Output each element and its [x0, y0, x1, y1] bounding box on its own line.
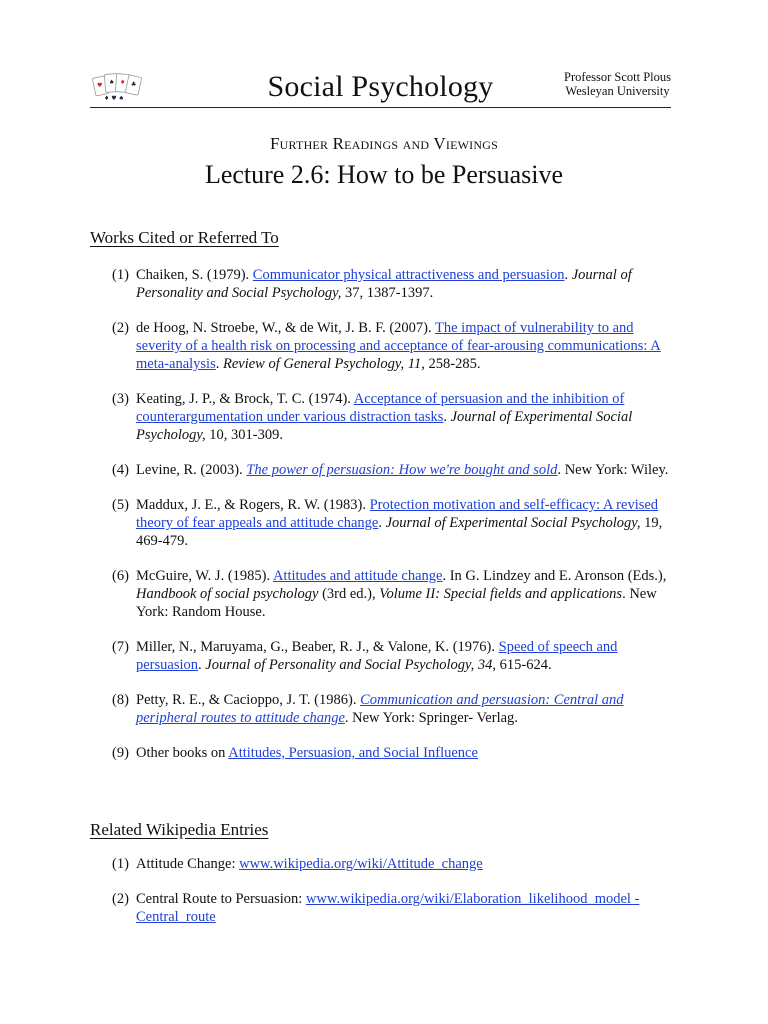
reference-text: .	[564, 267, 572, 283]
professor-name: Professor Scott Plous	[564, 70, 671, 84]
svg-text:♥: ♥	[97, 82, 103, 89]
reference-text: .	[443, 409, 451, 425]
section-kicker: Further Readings and Viewings	[270, 134, 498, 153]
reference-text: Volume II: Special fields and applications	[379, 586, 623, 602]
reference-text: Attitude Change:	[136, 856, 240, 872]
reference-item	[90, 266, 675, 302]
reference-text: . New York: Springer- Verlag.	[344, 710, 518, 726]
reference-text: Central Route to Persuasion:	[136, 891, 306, 907]
reference-text: McGuire, W. J. (1985).	[136, 568, 273, 584]
reference-number: (9)	[112, 745, 129, 761]
wikipedia-heading: Related Wikipedia Entries	[90, 820, 269, 839]
reference-item	[90, 496, 675, 550]
works-cited-list	[90, 266, 675, 762]
reference-text: de Hoog, N. Stroebe, W., & de Wit, J. B. F. (2007).	[136, 320, 435, 336]
professor-info	[564, 70, 671, 98]
reference-number: (1)	[112, 267, 129, 283]
reference-text: . New York: Random House.	[136, 586, 657, 620]
reference-item	[90, 390, 675, 444]
reference-text: .	[198, 657, 206, 673]
reference-item	[90, 855, 675, 873]
wikipedia-list	[90, 855, 675, 926]
reference-number: (1)	[112, 856, 129, 872]
reference-number: (8)	[112, 692, 129, 708]
reference-number: (2)	[112, 320, 129, 336]
reference-text: (3rd ed.),	[318, 586, 380, 602]
reference-link[interactable]: Acceptance of persuasion and the inhibition of counterargumentation under various distraction tasks	[136, 391, 625, 425]
reference-link[interactable]: Protection motivation and self-efficacy: A revised theory of fear appeals and attitude change	[136, 497, 659, 531]
reference-item	[90, 744, 675, 762]
reference-link[interactable]: Speed of speech and persuasion	[136, 639, 618, 673]
reference-text: .	[215, 356, 223, 372]
reference-link[interactable]: Communication and persuasion: Central and peripheral routes to attitude change	[136, 692, 624, 726]
reference-text: 258-285.	[424, 356, 481, 372]
university-name: Wesleyan University	[565, 84, 670, 98]
lecture-title: Lecture 2.6: How to be Persuasive	[204, 160, 564, 189]
reference-item	[90, 319, 675, 373]
svg-text:♦: ♦	[120, 79, 126, 86]
reference-text: .	[378, 515, 386, 531]
reference-text: . New York: Wiley.	[557, 462, 669, 478]
reference-number: (5)	[112, 497, 129, 513]
reference-number: (6)	[112, 568, 129, 584]
reference-text: Handbook of social psychology	[136, 586, 319, 602]
reference-number: (3)	[112, 391, 129, 407]
reference-text: Journal of Personality and Social Psychology, 34,	[205, 657, 497, 673]
reference-text: . In G. Lindzey and E. Aronson (Eds.),	[442, 568, 667, 584]
reference-item	[90, 461, 675, 479]
reference-text: Journal of Experimental Social Psychology,	[136, 409, 633, 443]
reference-text: Levine, R. (2003).	[136, 462, 247, 478]
svg-text:♠: ♠	[109, 79, 115, 86]
svg-text:♦ ♥ ♠: ♦ ♥ ♠	[104, 95, 124, 102]
reference-link[interactable]: Attitudes, Persuasion, and Social Influence	[228, 745, 478, 761]
reference-text: Journal of Personality and Social Psychology,	[136, 267, 632, 301]
works-cited-heading: Works Cited or Referred To	[90, 228, 279, 247]
reference-item	[90, 567, 675, 621]
reference-number: (4)	[112, 462, 129, 478]
reference-text: 10, 301-309.	[205, 427, 284, 443]
reference-text: 37, 1387-1397.	[341, 285, 434, 301]
reference-link[interactable]: www.wikipedia.org/wiki/Elaboration_likelihood_model - Central_route	[136, 891, 640, 925]
reference-text: Miller, N., Maruyama, G., Beaber, R. J., & Valone, K. (1976).	[136, 639, 499, 655]
reference-text: Keating, J. P., & Brock, T. C. (1974).	[136, 391, 354, 407]
reference-link[interactable]: Communicator physical attractiveness and persuasion	[252, 267, 565, 283]
reference-item	[90, 890, 675, 926]
reference-text: Review of General Psychology, 11,	[222, 356, 425, 372]
reference-text: Other books on	[136, 745, 229, 761]
svg-text:♣: ♣	[131, 81, 137, 88]
document-header	[90, 62, 671, 108]
reference-item	[90, 691, 675, 727]
reference-number: (7)	[112, 639, 129, 655]
reference-link[interactable]: The power of persuasion: How we're bought and sold	[246, 462, 558, 478]
reference-link[interactable]: www.wikipedia.org/wiki/Attitude_change	[239, 856, 483, 872]
reference-text: Maddux, J. E., & Rogers, R. W. (1983).	[136, 497, 370, 513]
reference-text: Petty, R. E., & Cacioppo, J. T. (1986).	[136, 692, 361, 708]
reference-link[interactable]: The impact of vulnerability to and severity of a health risk on processing and acceptance of fear-arousing communications: A meta-analysis	[136, 320, 661, 372]
reference-text: Journal of Experimental Social Psychology,	[385, 515, 641, 531]
reference-text: Chaiken, S. (1979).	[136, 267, 253, 283]
reference-number: (2)	[112, 891, 129, 907]
reference-link[interactable]: Attitudes and attitude change	[272, 568, 443, 584]
reference-text: 615-624.	[496, 657, 552, 673]
course-title: Social Psychology	[267, 70, 494, 103]
reference-text: 19, 469-479.	[136, 515, 663, 549]
reference-item	[90, 638, 675, 674]
